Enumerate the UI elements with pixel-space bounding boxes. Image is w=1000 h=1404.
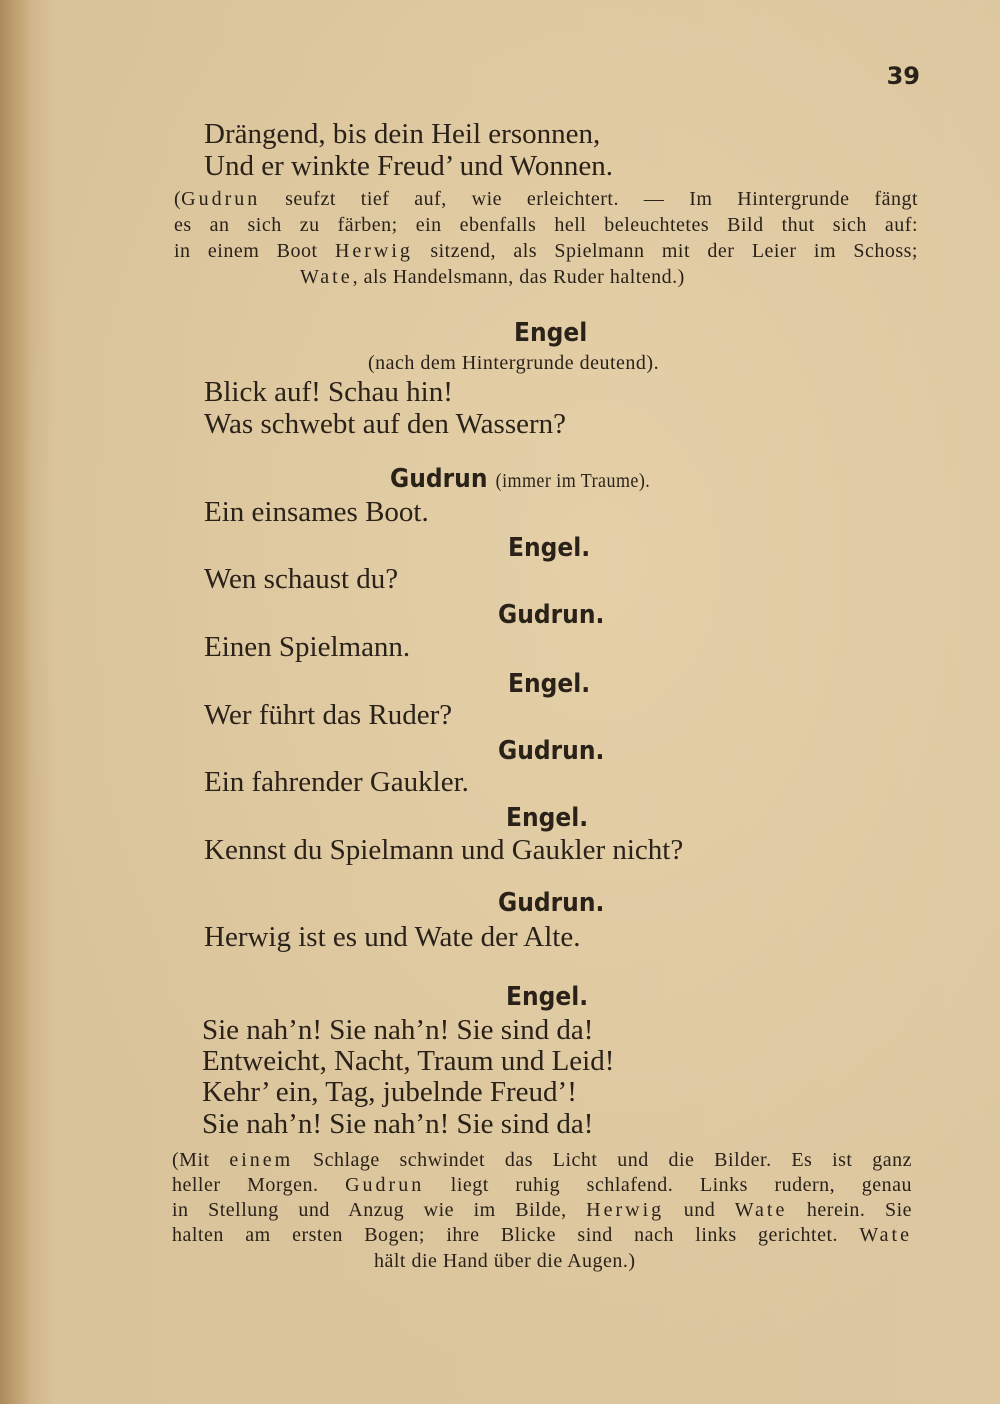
character-name: Gudrun [181, 188, 261, 210]
verse-line: Kehr’ ein, Tag, jubelnde Freud’! [202, 1076, 577, 1108]
verse-line: Sie nah’n! Sie nah’n! Sie sind da! [202, 1108, 594, 1140]
verse-line: Und er winkte Freud’ und Wonnen. [204, 150, 613, 182]
verse-line: Wer führt das Ruder? [204, 699, 453, 731]
verse-line: Herwig ist es und Wate der Alte. [204, 921, 581, 953]
character-name: Wate [859, 1224, 912, 1246]
stage-direction-line: (Mit einem Schlage schwindet das Licht und die Bilder. Es ist ganz [172, 1149, 912, 1171]
character-name: Wate [734, 1199, 788, 1221]
stage-direction-line: in Stellung und Anzug wie im Bilde, Herwig und Wate herein. Sie [172, 1199, 913, 1221]
verse-line: Ein fahrender Gaukler. [204, 766, 469, 798]
character-name: Herwig [334, 240, 413, 262]
verse-line: Blick auf! Schau hin! [204, 376, 453, 408]
stage-direction-line: hält die Hand über die Augen.) [374, 1250, 636, 1272]
verse-line: Drängend, bis dein Heil ersonnen, [204, 118, 601, 150]
speaker-name: Gudrun (immer im Traume). [390, 464, 651, 494]
character-name: Wate [300, 266, 353, 288]
verse-line: Entweicht, Nacht, Traum und Leid! [202, 1045, 615, 1077]
speaker-name: Gudrun. [498, 736, 605, 766]
verse-line: Was schwebt auf den Wassern? [204, 408, 567, 440]
verse-line: Kennst du Spielmann und Gaukler nicht? [204, 834, 684, 866]
stage-direction-line: es an sich zu färben; ein ebenfalls hell beleuchtetes Bild thut sich auf: [174, 214, 918, 236]
speaker-name: Gudrun. [498, 888, 605, 918]
book-spine-shadow [0, 0, 30, 1404]
page-number: 39 [886, 62, 920, 90]
speaker-name: Engel [514, 318, 588, 348]
character-name: Gudrun [345, 1174, 425, 1196]
speaker-name: Engel. [508, 533, 591, 563]
stage-direction-line: halten am ersten Bogen; ihre Blicke sind nach links gerichtet. Wate [172, 1224, 912, 1246]
stage-direction-line: in einem Boot Herwig sitzend, als Spielmann mit der Leier im Schoss; [174, 240, 918, 262]
speaker-name: Engel. [506, 803, 589, 833]
speaker-name: Engel. [506, 982, 589, 1012]
verse-line: Ein einsames Boot. [204, 496, 429, 528]
character-name: Herwig [586, 1199, 665, 1221]
verse-line: Sie nah’n! Sie nah’n! Sie sind da! [202, 1014, 594, 1046]
verse-line: Einen Spielmann. [204, 631, 411, 663]
verse-line: Wen schaust du? [204, 563, 399, 595]
speaker-name: Gudrun. [498, 600, 605, 630]
stage-direction-line: (Gudrun seufzt tief auf, wie erleichtert. — Im Hintergrunde fängt [174, 188, 918, 210]
stage-direction: (nach dem Hintergrunde deutend). [368, 352, 660, 374]
emphasis: einem [229, 1149, 294, 1171]
speaker-name: Engel. [508, 669, 591, 699]
stage-direction: (immer im Traume). [495, 470, 651, 492]
stage-direction-line: Wate, als Handelsmann, das Ruder haltend.) [300, 266, 685, 288]
stage-direction-line: heller Morgen. Gudrun liegt ruhig schlafend. Links rudern, genau [172, 1174, 912, 1196]
